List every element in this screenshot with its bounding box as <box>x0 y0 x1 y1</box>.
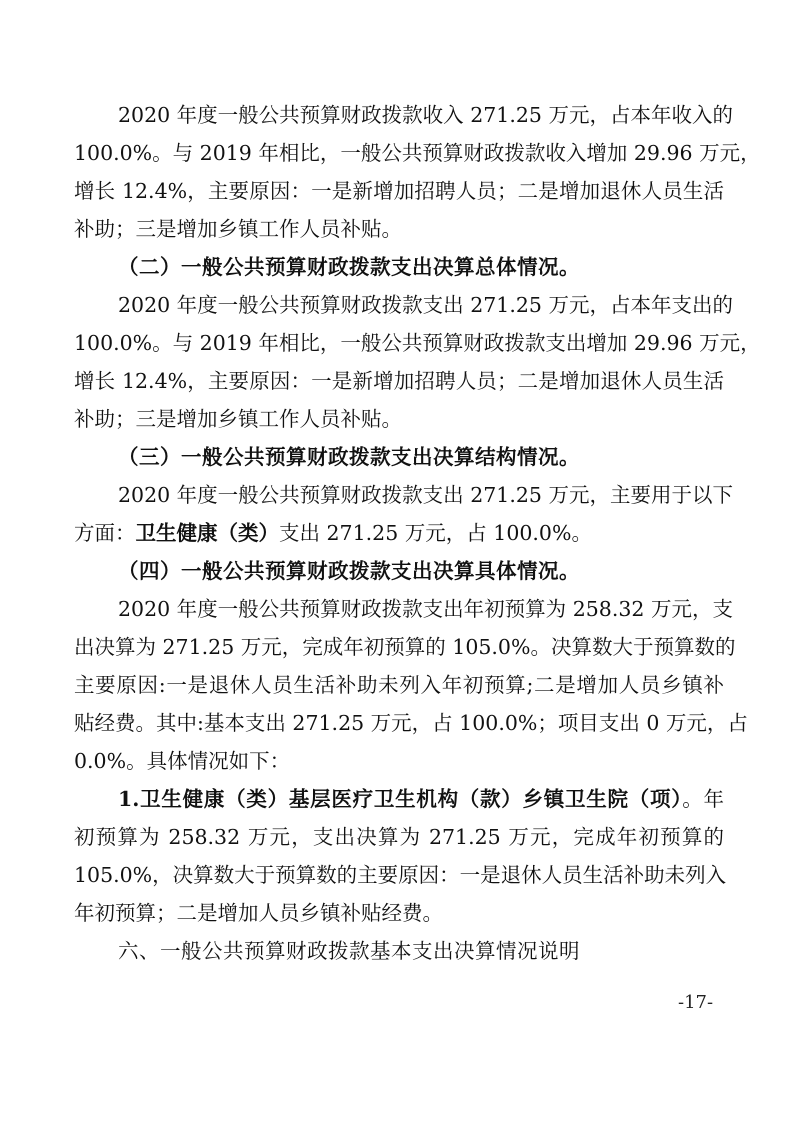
heading-expenditure-structure: （三）一般公共预算财政拨款支出决算结构情况。 <box>118 445 580 469</box>
item-1-line-1 <box>118 783 724 815</box>
paragraph-income-line-1: 2020 年度一般公共预算财政拨款收入 271.25 万元，占本年收入的 <box>118 103 733 127</box>
structure-suffix: 支出 271.25 万元，占 100.0%。 <box>279 521 592 545</box>
paragraph-total-line-1: 2020 年度一般公共预算财政拨款支出 271.25 万元，占本年支出的 <box>118 293 733 317</box>
item-1-line-2: 初预算为 258.32 万元，支出决算为 271.25 万元，完成年初预算的 <box>74 825 724 849</box>
paragraph-income-line-4: 补助；三是增加乡镇工作人员补贴。 <box>74 217 402 241</box>
item-1-title: 1.卫生健康（类）基层医疗卫生机构（款）乡镇卫生院（项） <box>118 787 683 811</box>
paragraph-income-line-3: 增长 12.4%，主要原因：一是新增加招聘人员；二是增加退休人员生活 <box>74 179 724 203</box>
paragraph-detail-line-5: 0.0%。具体情况如下： <box>74 749 291 773</box>
structure-category: 卫生健康（类） <box>135 521 279 545</box>
section-6-title: 六、一般公共预算财政拨款基本支出决算情况说明 <box>118 939 580 963</box>
page-number: -17- <box>678 992 714 1013</box>
heading-overall-expenditure: （二）一般公共预算财政拨款支出决算总体情况。 <box>118 255 580 279</box>
paragraph-total-line-3: 增长 12.4%，主要原因：一是新增加招聘人员；二是增加退休人员生活 <box>74 369 724 393</box>
paragraph-structure-line-1: 2020 年度一般公共预算财政拨款支出 271.25 万元，主要用于以下 <box>118 483 733 507</box>
paragraph-total-line-2: 100.0%。与 2019 年相比，一般公共预算财政拨款支出增加 29.96 万元， <box>74 331 761 355</box>
paragraph-total-line-4: 补助；三是增加乡镇工作人员补贴。 <box>74 407 402 431</box>
structure-prefix: 方面： <box>74 521 136 545</box>
paragraph-detail-line-3: 主要原因:一是退休人员生活补助未列入年初预算;二是增加人员乡镇补 <box>74 673 724 697</box>
item-1-line-3: 105.0%，决算数大于预算数的主要原因：一是退休人员生活补助未列入 <box>74 863 727 887</box>
paragraph-structure-line-2 <box>74 517 724 549</box>
paragraph-detail-line-2: 出决算为 271.25 万元，完成年初预算的 105.0%。决算数大于预算数的 <box>74 635 736 659</box>
paragraph-detail-line-1: 2020 年度一般公共预算财政拨款支出年初预算为 258.32 万元，支 <box>118 597 733 621</box>
paragraph-income-line-2: 100.0%。与 2019 年相比，一般公共预算财政拨款收入增加 29.96 万元， <box>74 141 761 165</box>
item-1-title-tail: 。年 <box>682 787 724 811</box>
item-1-line-4: 年初预算；二是增加人员乡镇补贴经费。 <box>74 901 443 925</box>
paragraph-detail-line-4: 贴经费。其中:基本支出 271.25 万元，占 100.0%；项目支出 0 万元，占 <box>74 711 748 735</box>
heading-expenditure-detail: （四）一般公共预算财政拨款支出决算具体情况。 <box>118 559 580 583</box>
